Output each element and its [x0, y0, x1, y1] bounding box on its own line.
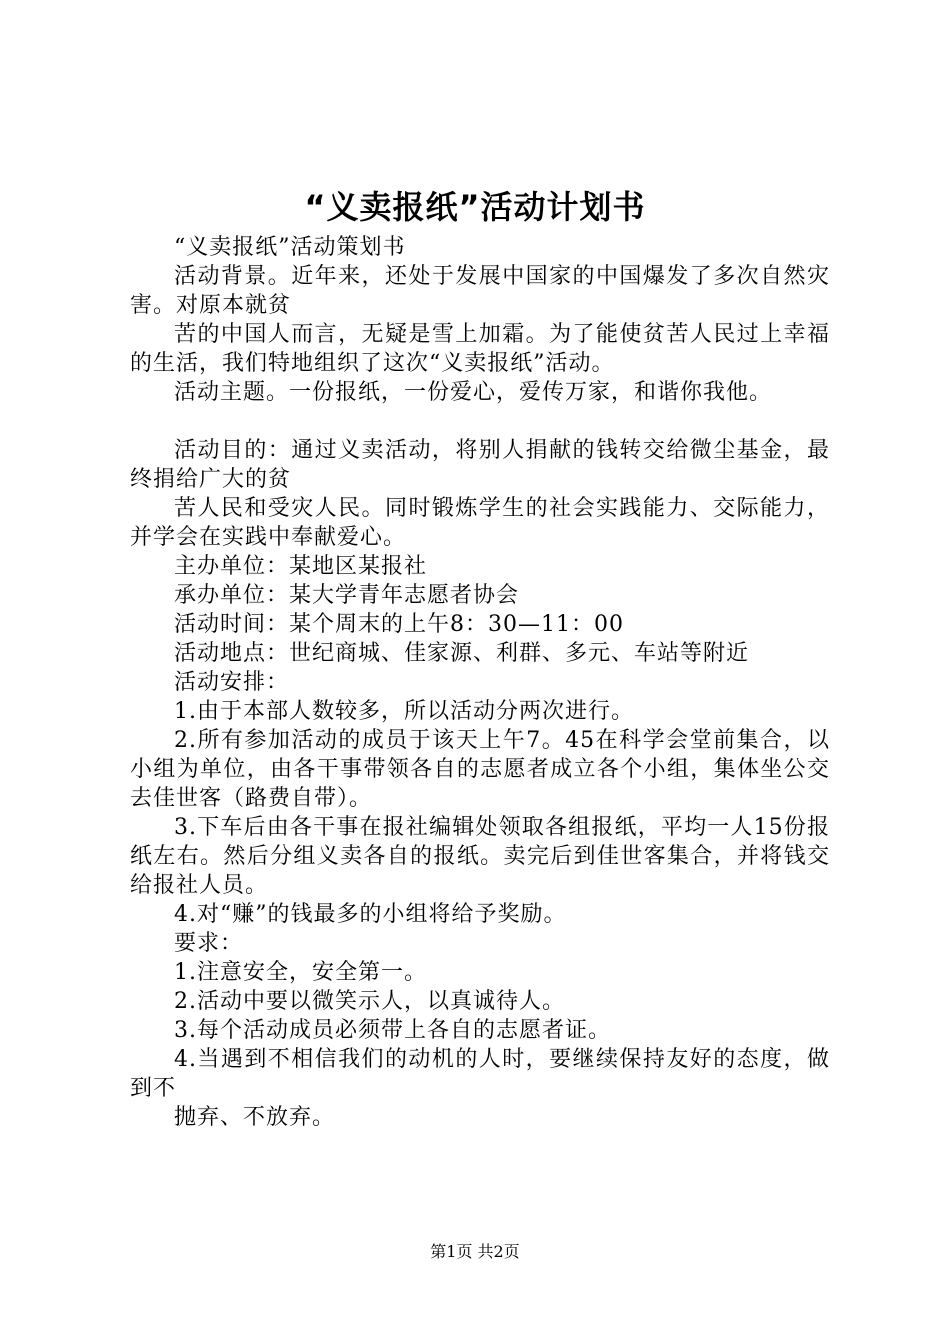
requirement-item-1: 1.注意安全，安全第一。: [174, 960, 427, 985]
paragraph-organizer: 主办单位：某地区某报社: [174, 554, 428, 579]
paragraph-spacer: [130, 407, 830, 436]
paragraph-background-continued: 苦的中国人而言，无疑是雪上加霜。为了能使贫苦人民过上幸福的生活，我们特地组织了这次“义卖报纸”活动。: [130, 322, 830, 376]
page-footer: 第1页 共2页: [430, 1242, 520, 1261]
paragraph-co-organizer: 承办单位：某大学青年志愿者协会: [174, 583, 520, 608]
document-title: “义卖报纸”活动计划书: [304, 188, 646, 226]
paragraph-background: 活动背景。近年来，还处于发展中国家的中国爆发了多次自然灾害。对原本就贫: [130, 264, 830, 318]
requirement-item-4: 4.当遇到不相信我们的动机的人时，要继续保持友好的态度，做到不: [130, 1047, 830, 1101]
paragraph-purpose-continued: 苦人民和受灾人民。同时锻炼学生的社会实践能力、交际能力，并学会在实践中奉献爱心。: [130, 496, 830, 550]
requirement-item-3: 3.每个活动成员必须带上各自的志愿者证。: [174, 1018, 611, 1043]
paragraph-arrangement-heading: 活动安排：: [174, 670, 290, 695]
paragraph-location: 活动地点：世纪商城、佳家源、利群、多元、车站等附近: [174, 641, 750, 666]
arrangement-item-4: 4.对“赚”的钱最多的小组将给予奖励。: [174, 902, 567, 927]
arrangement-item-1: 1.由于本部人数较多，所以活动分两次进行。: [174, 699, 634, 724]
arrangement-item-2: 2.所有参加活动的成员于该天上午7。45在科学会堂前集合，以小组为单位，由各干事带领各自的志愿者成立各个小组，集体坐公交去佳世客（路费自带）。: [130, 728, 830, 811]
arrangement-item-3: 3.下车后由各干事在报社编辑处领取各组报纸，平均一人15份报纸左右。然后分组义卖各自的报纸。卖完后到佳世客集合，并将钱交给报社人员。: [130, 815, 830, 898]
requirement-item-4-continued: 抛弃、不放弃。: [174, 1105, 336, 1130]
paragraph-requirements-heading: 要求：: [174, 931, 244, 956]
document-body: [130, 233, 830, 1132]
paragraph-purpose: 活动目的：通过义卖活动，将别人捐献的钱转交给微尘基金，最终捐给广大的贫: [130, 438, 830, 492]
paragraph-time: 活动时间：某个周末的上午8：30—11：00: [174, 612, 624, 637]
requirement-item-2: 2.活动中要以微笑示人，以真诚待人。: [174, 989, 565, 1014]
paragraph-theme: 活动主题。一份报纸，一份爱心，爱传万家，和谐你我他。: [174, 380, 773, 405]
paragraph-subtitle: “义卖报纸”活动策划书: [174, 235, 406, 260]
